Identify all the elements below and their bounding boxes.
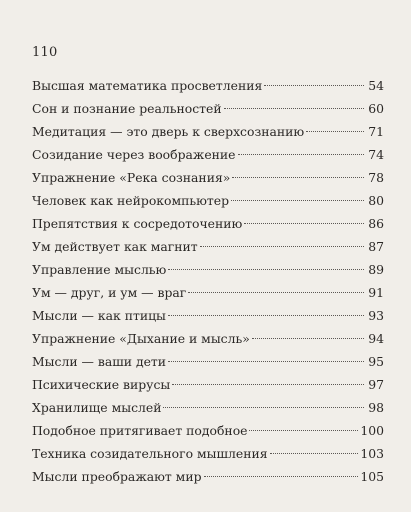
toc-entry [32,465,384,488]
toc-entry [32,120,384,143]
toc-entry-title: Упражнение «Река сознания» [32,170,231,185]
dot-leader [238,154,364,155]
toc-entry-page: 91 [368,285,384,300]
toc-entry-title: Сон и познание реальностей [32,101,222,116]
toc-entry [32,143,384,166]
toc-entry [32,281,384,304]
dot-leader [231,200,364,201]
toc-entry [32,166,384,189]
toc-entry [32,373,384,396]
toc-entry-page: 98 [368,400,384,415]
toc-entry-title: Человек как нейрокомпьютер [32,193,230,208]
toc-entry-page: 60 [368,101,384,116]
toc-entry-title: Высшая математика просветления [32,78,263,93]
toc-entry [32,235,384,258]
toc-entry-title: Мысли — ваши дети [32,354,167,369]
toc-entry [32,97,384,120]
dot-leader [168,269,364,270]
toc-entry [32,327,384,350]
toc-entry [32,304,384,327]
toc-entry [32,419,384,442]
toc-entry-title: Ум — друг, и ум — враг [32,285,187,300]
dot-leader [224,108,364,109]
toc-entry [32,258,384,281]
dot-leader [168,361,364,362]
dot-leader [172,384,364,385]
toc-entry-page: 86 [368,216,384,231]
toc-entry [32,212,384,235]
toc-entry-page: 97 [368,377,384,392]
toc-entry-page: 105 [360,469,384,484]
toc-entry-page: 89 [368,262,384,277]
toc-entry-title: Ум действует как магнит [32,239,198,254]
toc-entry-title: Психические вирусы [32,377,171,392]
toc-entry-title: Техника созидательного мышления [32,446,268,461]
toc-entry-page: 71 [368,124,384,139]
dot-leader [249,430,358,431]
toc-entry-title: Мысли — как птицы [32,308,166,323]
toc-entry-title: Созидание через воображение [32,147,236,162]
toc-entry-title: Препятствия к сосредоточению [32,216,243,231]
toc-entry-title: Медитация — это дверь к сверхсознанию [32,124,305,139]
toc-entry-page: 54 [368,78,384,93]
dot-leader [270,453,359,454]
toc-entry-title: Подобное притягивает подобное [32,423,248,438]
table-of-contents [32,74,384,488]
toc-entry [32,442,384,465]
dot-leader [306,131,364,132]
dot-leader [168,315,364,316]
toc-entry-page: 80 [368,193,384,208]
toc-entry-page: 74 [368,147,384,162]
dot-leader [264,85,364,86]
toc-entry-page: 93 [368,308,384,323]
dot-leader [188,292,364,293]
toc-entry [32,189,384,212]
toc-entry [32,350,384,373]
toc-entry-title: Упражнение «Дыхание и мысль» [32,331,250,346]
toc-entry [32,396,384,419]
page-number: 110 [32,45,58,60]
dot-leader [244,223,364,224]
dot-leader [200,246,364,247]
toc-entry-page: 78 [368,170,384,185]
toc-entry-page: 100 [360,423,384,438]
toc-entry-page: 87 [368,239,384,254]
toc-entry-title: Хранилище мыслей [32,400,162,415]
dot-leader [232,177,364,178]
toc-entry-title: Мысли преображают мир [32,469,202,484]
toc-entry-title: Управление мыслью [32,262,167,277]
toc-entry-page: 94 [368,331,384,346]
dot-leader [163,407,364,408]
toc-entry-page: 95 [368,354,384,369]
dot-leader [204,476,359,477]
toc-entry [32,74,384,97]
toc-entry-page: 103 [360,446,384,461]
dot-leader [252,338,364,339]
